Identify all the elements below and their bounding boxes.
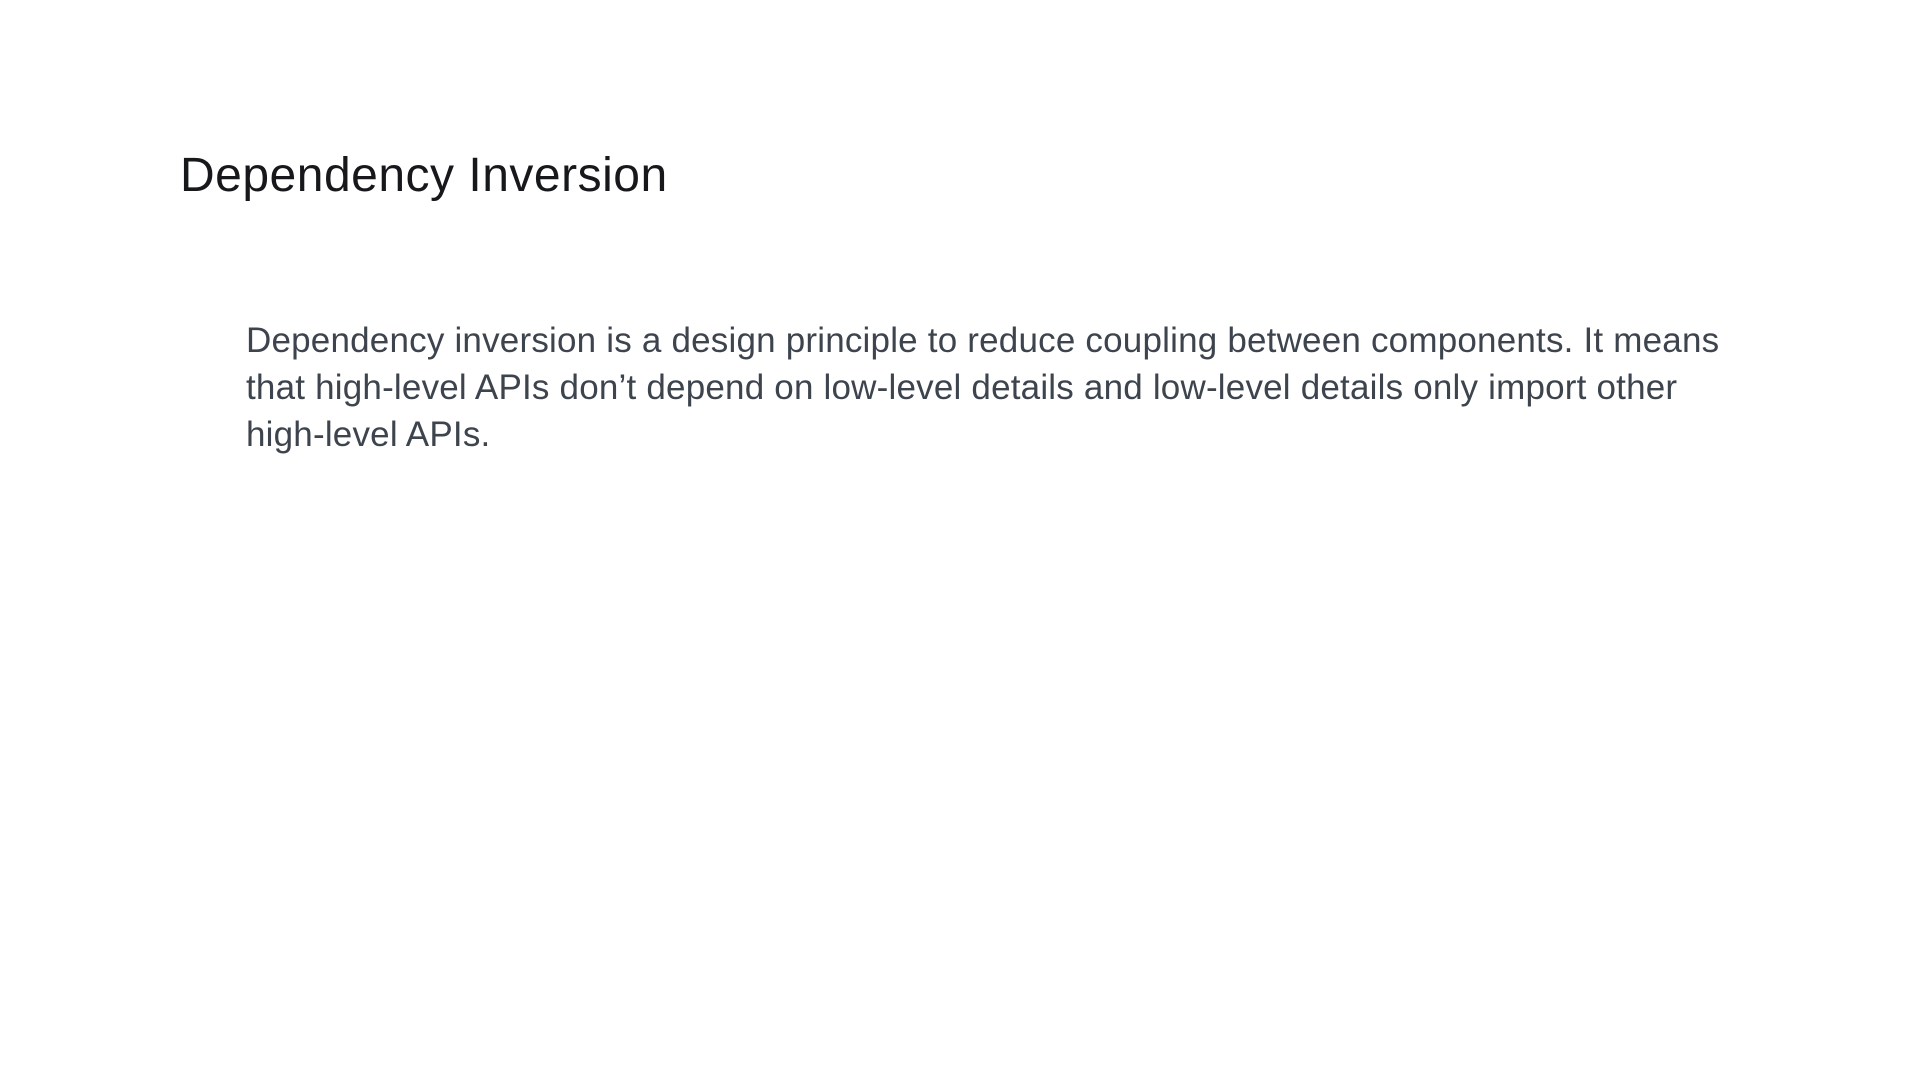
slide-title: Dependency Inversion xyxy=(180,149,668,202)
paragraph-line: high-level APIs. xyxy=(246,415,491,454)
slide-paragraph xyxy=(246,317,1719,458)
paragraph-line: Dependency inversion is a design principle to reduce coupling between components. It means xyxy=(246,321,1720,360)
paragraph-line: that high-level APIs don’t depend on low-level details and low-level details only import other xyxy=(246,368,1678,407)
